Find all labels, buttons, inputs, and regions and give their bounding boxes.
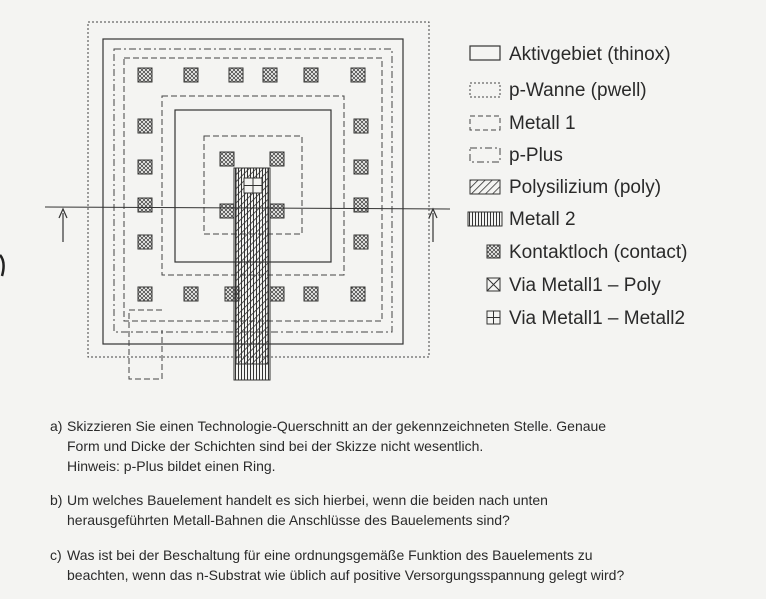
metal2-strip [234, 168, 270, 380]
question-letter: c) [50, 547, 62, 563]
x-square-icon [487, 278, 500, 291]
legend-label-poly: Polysilizium (poly) [509, 177, 662, 198]
legend-label-metall2: Metall 2 [509, 209, 576, 230]
question-letter: b) [50, 492, 63, 508]
legend-label-metall1: Metall 1 [509, 113, 576, 134]
legend-label-aktiv: Aktivgebiet (thinox) [509, 44, 671, 65]
plus-square-icon [487, 311, 500, 324]
question-line: Form und Dicke der Schichten sind bei der Skizze nicht wesentlich. [67, 438, 484, 454]
question-line: Was ist bei der Beschaltung für eine ordnungsgemäße Funktion des Bauelements zu [67, 547, 593, 563]
question-line: beachten, wenn das n-Substrat wie üblich auf positive Versorgungsspannung gelegt wird? [67, 567, 625, 583]
question-line: Um welches Bauelement handelt es sich hierbei, wenn die beiden nach unten [67, 492, 548, 508]
legend-label-contact: Kontaktloch (contact) [509, 242, 688, 263]
dotted-rect-icon [470, 83, 500, 97]
question-line: Hinweis: p-Plus bildet einen Ring. [67, 458, 276, 474]
question-line: Skizzieren Sie einen Technologie-Querschnitt an der gekennzeichneten Stelle. Genaue [67, 418, 607, 434]
diagonal-hatch-icon [470, 180, 500, 194]
legend-label-pplus: p-Plus [509, 145, 563, 166]
dashed-rect-icon [470, 116, 500, 130]
legend [468, 46, 502, 324]
legend-label-via1: Via Metall1 – Poly [509, 275, 661, 296]
vertical-hatch-icon [468, 212, 502, 226]
cross-section-arrow-right [429, 209, 437, 242]
legend-label-via2: Via Metall1 – Metall2 [509, 308, 686, 329]
question-letter: a) [50, 418, 63, 434]
dashdot-rect-icon [470, 148, 500, 162]
crosshatch-square-icon [487, 245, 500, 258]
legend-label-pwanne: p-Wanne (pwell) [509, 80, 647, 101]
question-line: herausgeführten Metall-Bahnen die Anschlüsse des Bauelements sind? [67, 512, 510, 528]
cross-section-arrow-left [59, 209, 67, 242]
solid-rect-icon [470, 46, 500, 60]
